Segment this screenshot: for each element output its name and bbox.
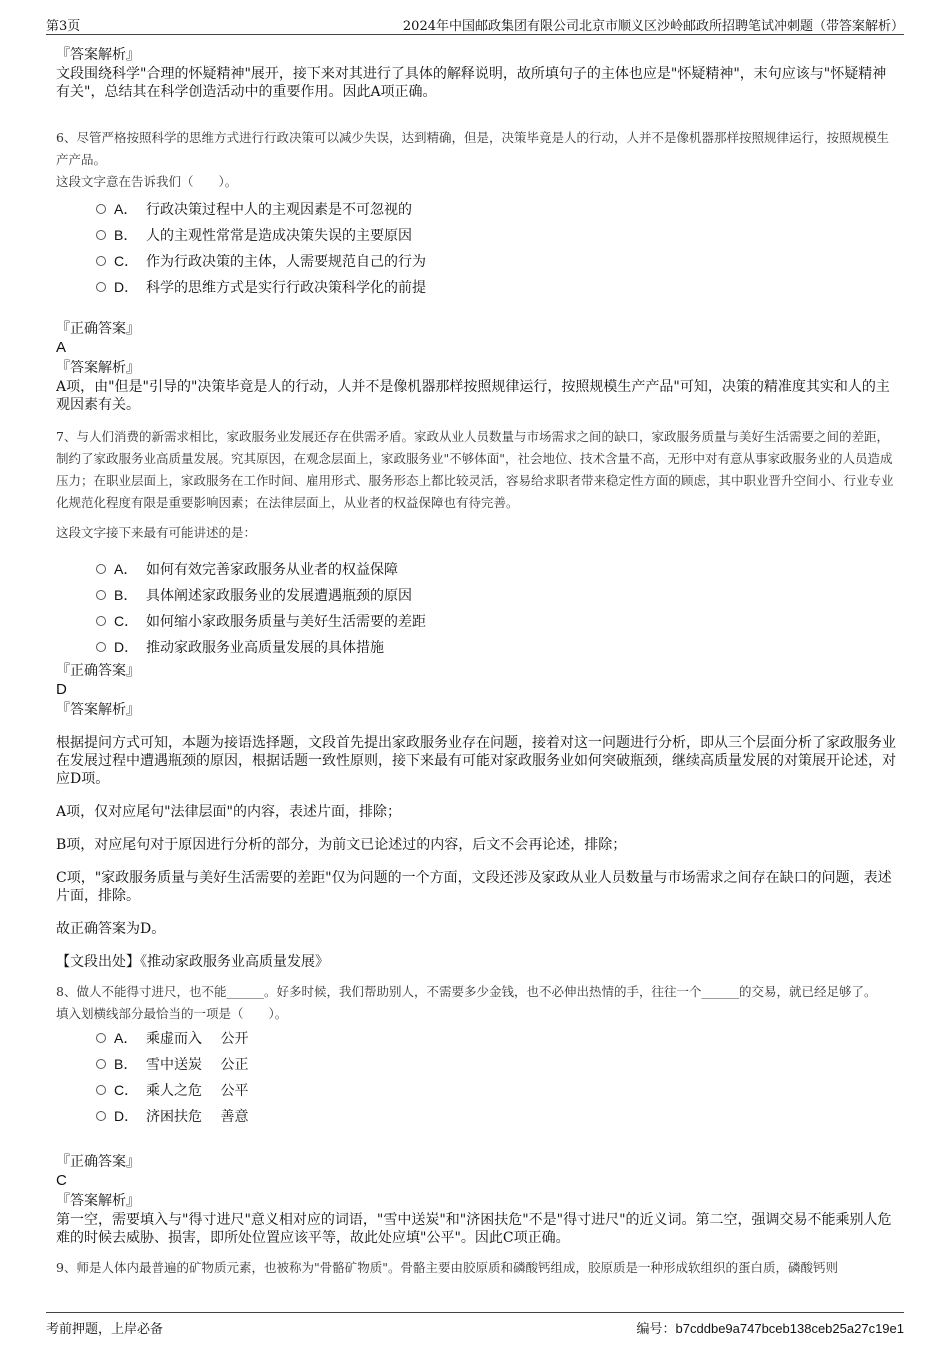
correct-answer: A bbox=[56, 339, 67, 356]
radio-icon[interactable] bbox=[96, 1033, 106, 1043]
question-7 bbox=[56, 426, 900, 971]
correct-answer: C bbox=[56, 1172, 67, 1189]
document-title: 2024年中国邮政集团有限公司北京市顺义区沙岭邮政所招聘笔试冲刺题（带答案解析） bbox=[402, 19, 904, 34]
document-id: 编号：b7cddbe9a747bceb138ceb25a27c19e1 bbox=[636, 1321, 904, 1336]
option-a[interactable]: A． 如何有效完善家政服务从业者的权益保障 bbox=[96, 556, 900, 582]
analysis-paragraph: 故正确答案为D。 bbox=[56, 921, 166, 937]
analysis-text: 第一空，需要填入与"得寸进尺"意义相对应的词语，"雪中送炭"和"济困扶危"不是"得寸进尺"的近义词。第二空，强调交易不能乘别人危难的时候去威胁、损害，即所处位置应该平等，故此处应填"公平"。因此C项正确。 bbox=[56, 1212, 892, 1246]
radio-icon[interactable] bbox=[96, 564, 106, 574]
option-c[interactable]: C． 作为行政决策的主体，人需要规范自己的行为 bbox=[96, 248, 900, 274]
options-list bbox=[96, 1025, 900, 1129]
radio-icon[interactable] bbox=[96, 616, 106, 626]
radio-icon[interactable] bbox=[96, 1111, 106, 1121]
radio-icon[interactable] bbox=[96, 204, 106, 214]
option-b[interactable]: B． 人的主观性常常是造成决策失误的主要原因 bbox=[96, 222, 900, 248]
radio-icon[interactable] bbox=[96, 256, 106, 266]
analysis-text: A项，由"但是"引导的"决策毕竟是人的行动，人并不是像机器那样按照规律运行，按照规模生产产品"可知，决策的精准度其实和人的主观因素有关。 bbox=[56, 379, 890, 413]
option-d[interactable]: D． 推动家政服务业高质量发展的具体措施 bbox=[96, 634, 900, 660]
radio-icon[interactable] bbox=[96, 230, 106, 240]
question-9-partial bbox=[56, 1257, 900, 1279]
analysis-text: 文段围绕科学"合理的怀疑精神"展开，接下来对其进行了具体的解释说明，故所填句子的主体也应是"怀疑精神"，末句应该与"怀疑精神有关"，总结其在科学创造活动中的重要作用。因此A项正确。 bbox=[56, 66, 887, 100]
option-c[interactable]: C． 如何缩小家政服务质量与美好生活需要的差距 bbox=[96, 608, 900, 634]
answer-label: 『正确答案』 bbox=[56, 663, 140, 679]
options-list bbox=[96, 196, 900, 300]
question-8 bbox=[56, 981, 900, 1247]
analysis-paragraph: C项，"家政服务质量与美好生活需要的差距"仅为问题的一个方面，文段还涉及家政从业人员数量与市场需求之间存在缺口的问题，表述片面，排除。 bbox=[56, 870, 892, 904]
radio-icon[interactable] bbox=[96, 642, 106, 652]
options-list bbox=[96, 556, 900, 660]
option-d[interactable]: D． 济困扶危 善意 bbox=[96, 1103, 900, 1129]
page-content bbox=[56, 46, 900, 1298]
analysis-label: 『答案解析』 bbox=[56, 702, 140, 718]
question-prompt: 这段文字意在告诉我们（ ）。 bbox=[56, 174, 238, 189]
source-line: 【文段出处】《推动家政服务业高质量发展》 bbox=[56, 954, 329, 970]
option-b[interactable]: B． 具体阐述家政服务业的发展遭遇瓶颈的原因 bbox=[96, 582, 900, 608]
radio-icon[interactable] bbox=[96, 1059, 106, 1069]
option-a[interactable]: A． 行政决策过程中人的主观因素是不可忽视的 bbox=[96, 196, 900, 222]
footer-slogan: 考前押题，上岸必备 bbox=[46, 1322, 164, 1337]
page-number: 第3页 bbox=[46, 19, 81, 34]
question-stem: 8、做人不能得寸进尺，也不能______。好多时候，我们帮助别人，不需要多少金钱，也不必伸出热情的手，往往一个______的交易，就已经足够了。 bbox=[56, 984, 877, 999]
radio-icon[interactable] bbox=[96, 282, 106, 292]
analysis-paragraph: 根据提问方式可知，本题为接语选择题，文段首先提出家政服务业存在问题，接着对这一问题进行分析，即从三个层面分析了家政服务业在发展过程中遭遇瓶颈的原因，根据话题一致性原则，接下来最有可能对家政服务业如何突破瓶颈，继续高质量发展的对策展开论述，对应D项。 bbox=[56, 735, 896, 787]
option-b[interactable]: B． 雪中送炭 公正 bbox=[96, 1051, 900, 1077]
analysis-paragraph: B项，对应尾句对于原因进行分析的部分，为前文已论述过的内容，后文不会再论述，排除； bbox=[56, 837, 627, 853]
page-footer bbox=[46, 1312, 904, 1335]
radio-icon[interactable] bbox=[96, 590, 106, 600]
analysis-paragraph: A项，仅对应尾句"法律层面"的内容，表述片面，排除； bbox=[56, 804, 401, 820]
question-prompt: 填入划横线部分最恰当的一项是（ ）。 bbox=[56, 1006, 288, 1021]
correct-answer: D bbox=[56, 681, 67, 698]
question-stem: 6、尽管严格按照科学的思维方式进行行政决策可以减少失误，达到精确，但是，决策毕竟是人的行动，人并不是像机器那样按照规律运行，按照规模生产产品。 bbox=[56, 130, 889, 167]
question-6 bbox=[56, 127, 900, 414]
radio-icon[interactable] bbox=[96, 1085, 106, 1095]
option-a[interactable]: A． 乘虚而入 公开 bbox=[96, 1025, 900, 1051]
analysis-label: 『答案解析』 bbox=[56, 360, 140, 376]
answer-label: 『正确答案』 bbox=[56, 1154, 140, 1170]
analysis-label: 『答案解析』 bbox=[56, 1193, 140, 1209]
page-header bbox=[46, 12, 904, 35]
question-prompt: 这段文字接下来最有可能讲述的是： bbox=[56, 525, 257, 540]
question-stem: 7、与人们消费的新需求相比，家政服务业发展还存在供需矛盾。家政从业人员数量与市场需求之间的缺口，家政服务质量与美好生活需要之间的差距，制约了家政服务业高质量发展。究其原因，在观念层面上，家政服务业"不够体面"，社会地位、技术含量不高，无形中对有意从事家政服务业的人员造成压力；在职业层面上，家政服务在工作时间、雇用形式、服务形态上都比较灵活，容易给求职者带来稳定性方面的顾虑，其中职业晋升空间小、行业专业化规范化程度有限是重要影响因素；在法律层面上，从业者的权益保障也有待完善。 bbox=[56, 429, 894, 510]
prev-analysis bbox=[56, 46, 900, 101]
question-stem: 9、师是人体内最普遍的矿物质元素，也被称为"骨骼矿物质"。骨骼主要由胶原质和磷酸钙组成，胶原质是一种形成软组织的蛋白质，磷酸钙则 bbox=[56, 1260, 838, 1275]
answer-label: 『正确答案』 bbox=[56, 321, 140, 337]
option-d[interactable]: D． 科学的思维方式是实行行政决策科学化的前提 bbox=[96, 274, 900, 300]
option-c[interactable]: C． 乘人之危 公平 bbox=[96, 1077, 900, 1103]
analysis-label: 『答案解析』 bbox=[56, 47, 140, 63]
